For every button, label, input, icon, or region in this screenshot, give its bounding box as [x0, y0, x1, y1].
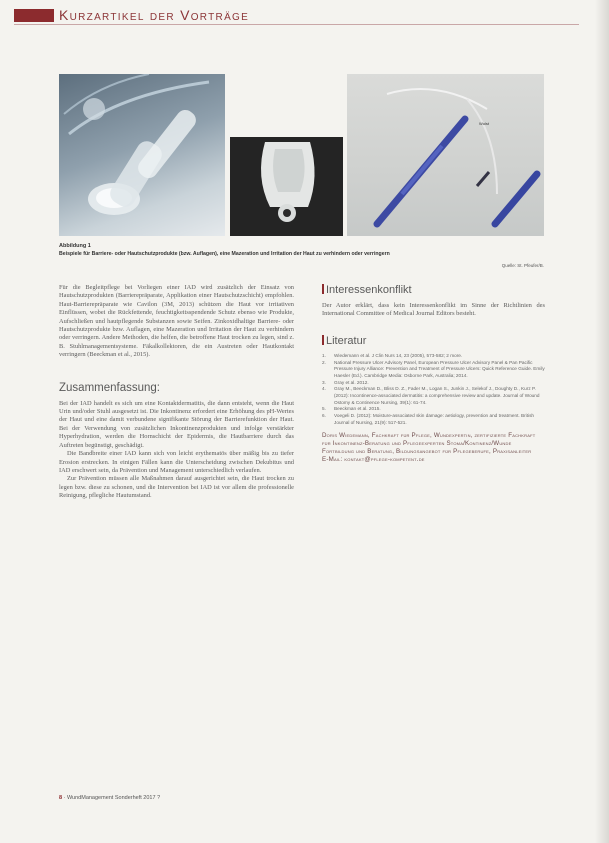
reference-list — [322, 353, 545, 427]
right-column — [322, 284, 545, 464]
heading-accent-bar — [322, 284, 324, 294]
intro-paragraph: Für die Begleitpflege bei Vorliegen einer IAD wird zusätzlich der Einsatz von Hautschutzprodukten (Barrierepräparate, Applikation einer Hautschutzschicht) empfohlen. Haut-Barrierepräparate wie Cavilon (3M, 2013) schützen die Haut vor irritativen Einflüssen, wobei die Rückfettende, feuchtigkeitsspendende Schutz ebenso wie Produkte, Aufschließen und hautpflegende Substanzen sowie Seifen. Zinkoxidhaltige Barriere- oder Hautschutzprodukte bzw. Auflagen, eine Mazeration und Irritation der Haut zu verhindern oder verringern. Andere Methoden, die helfen, die betroffene Haut trocken zu legen, sind z. B. Stuhlmanagementsysteme. Fäkalkollektoren, die ein Austreten oder Hautkontakt verringern (Beeckman et al., 2015). — [59, 284, 294, 359]
reference-number: 3. — [322, 379, 326, 385]
journal-name: WundManagement Sonderheft 2017 ? — [66, 795, 161, 801]
author-info — [322, 432, 545, 465]
plastic-device-illustration — [59, 74, 225, 236]
reference-text: Wiedemann et al. J Clin Nurs 14, 23 (2005), 573-582; 2 more. — [334, 352, 463, 358]
author-line: Fortbildung und Beratung, Bildungsangebot für Pflegeberufe, Praxisanleiter — [322, 447, 532, 455]
catheter-illustration — [347, 74, 544, 236]
reference-item — [322, 413, 545, 426]
photo-label: Wulst — [479, 121, 489, 126]
figure-photo-plastic-device — [59, 74, 225, 236]
reference-number: 6. — [322, 413, 326, 419]
pouch-illustration — [230, 137, 343, 236]
reference-item — [322, 406, 545, 413]
page-footer — [59, 795, 160, 801]
summary-paragraph: Die Bandbreite einer IAD kann sich von leicht erythematös über mäßig bis zu tiefer Erosion erstrecken. In einigen Fällen kann die Unterscheidung zwischen Dekubitus und IAD erschwert sein, da Prävention und Management unterschiedlich verlaufen. — [59, 450, 294, 474]
reference-text: Gray M., Beeckman D., Bliss D. Z., Fader M., Logan S., Junkin J., Selekof J., Doughty D., Kurz P. (2012): Incontinence-associated dermatitis: a comprehensive review and update. Journal of Wound Ostomy & Continence Nursing, 39(1): 61-74. — [334, 386, 540, 405]
conflict-heading-text: Interessenkonflikt — [326, 284, 412, 296]
literature-heading-text: Literatur — [326, 334, 367, 347]
conflict-heading — [322, 284, 545, 296]
reference-text: National Pressure Ulcer Advisory Panel, European Pressure Ulcer Advisory Panel & Pan Pacific Pressure Injury Alliance: Prevention and Treatment of Pressure Ulcers: Quick Reference Guide. Emily Haesler (Ed.). Cambridge Media: Osborne Park, Australia; 2014. — [334, 359, 545, 378]
figure-credit: Quelle: St. Pfeufer/B. — [501, 263, 544, 268]
page-number: 8 — [59, 795, 63, 801]
figure-caption-title: Abbildung 1 — [59, 243, 91, 249]
summary-paragraph: Bei der IAD handelt es sich um eine Kontaktdermatitis, die dann entsteht, wenn die Haut Urin und/oder Stuhl ausgesetzt ist. Die Inkontinenz erfordert eine Erhöhung des pH-Wertes der Haut und eine damit verbundene signifikante Störung der Barrierefunktion der Haut. Bei der Verwendung von zusätzlichen Inkontinenzprodukten und infolge verstärkter Hyperhydration, werden die Hornschicht der Epidermis, die Hautbarriere durch das Auftreten begünstigt, geschädigt. — [59, 399, 294, 449]
conflict-text: Der Autor erklärt, dass kein Interessenkonflikt im Sinne der Richtlinien des International Committee of Medical Journal Editors besteht. — [322, 302, 545, 318]
reference-number: 2. — [322, 359, 326, 365]
summary-heading: Zusammenfassung: — [59, 381, 160, 394]
reference-item — [322, 386, 545, 406]
figure-photo-catheter — [347, 74, 544, 236]
section-header-title: Kurzartikel der Vorträge — [59, 7, 250, 23]
reference-text: Beeckman et al. 2015. — [334, 406, 381, 412]
page-edge-shadow — [595, 0, 609, 843]
header-color-bar — [14, 9, 54, 22]
author-email[interactable]: E-Mail: kontakt@pflege-kompetent.de — [322, 456, 425, 464]
reference-text: Gray et al. 2012. — [334, 379, 369, 385]
figure-photo-pouch — [230, 137, 343, 236]
summary-paragraph: Zur Prävention müssen alle Maßnahmen darauf ausgerichtet sein, die Haut trocken zu legen bzw. diese zu schonen, und die Intervention bei IAD ist vor allem die professionelle Reinigung, pflegliche Hautumstand. — [59, 475, 294, 500]
reference-number: 1. — [322, 352, 326, 358]
author-line: Doris Wiedemann, Fachkraft für Pflege, Wundexpertin, zertifizierte Fachkraft für Inkontinenz-Beratung und Pflegeexperten Stoma/Kontinenz/Wunde — [322, 431, 536, 447]
literature-heading — [322, 335, 545, 347]
reference-number: 4. — [322, 386, 326, 392]
heading-accent-bar — [322, 335, 324, 345]
reference-item — [322, 353, 545, 360]
reference-item — [322, 380, 545, 387]
header-divider — [14, 24, 579, 25]
reference-item — [322, 360, 545, 380]
figure-caption-text: Beispiele für Barriere- oder Hautschutzprodukte (bzw. Auflagen), eine Mazeration und Irritation der Haut zu verhindern oder verringern — [59, 251, 390, 257]
footer-separator: · — [63, 795, 67, 801]
reference-number: 5. — [322, 406, 326, 412]
reference-text: Voegeli D. (2012): Moisture-associated skin damage: aetiology, prevention and treatment. British Journal of Nursing, 21(9): 517-521. — [334, 413, 535, 425]
left-column — [59, 284, 294, 501]
